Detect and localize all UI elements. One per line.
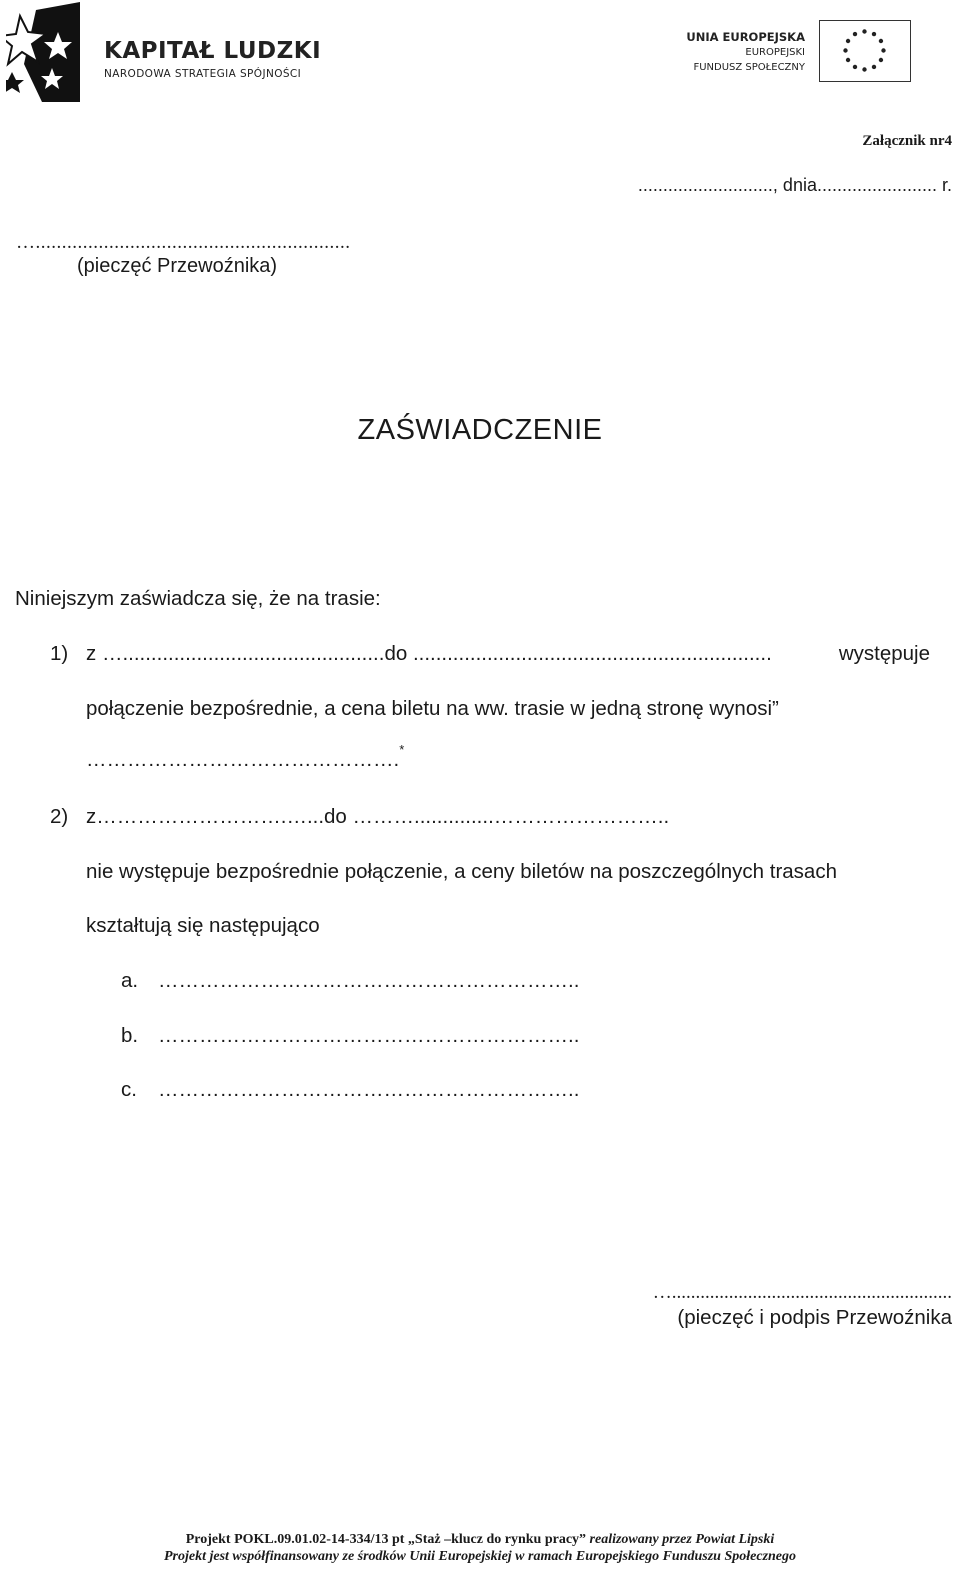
annex-label: Załącznik nr4 xyxy=(862,133,952,149)
kapital-ludzki-logo xyxy=(6,2,336,102)
footer-line-2: Projekt jest współfinansowany ze środków Unii Europejskiej w ramach Europejskiego Funduszu Społecznego xyxy=(163,1549,797,1564)
item-2-number: 2) xyxy=(50,805,69,828)
eu-line-1: UNIA EUROPEJSKA xyxy=(686,30,805,44)
document-title: ZAŚWIADCZENIE xyxy=(357,414,603,446)
kapital-ludzki-star-icon xyxy=(6,2,86,102)
subitem-c-letter: c. xyxy=(121,1078,137,1101)
date-line: ..........................., dnia........................ r. xyxy=(637,175,952,195)
eu-line-2: EUROPEJSKI xyxy=(745,47,805,58)
eu-flag-icon xyxy=(819,20,911,82)
item-1-line-2: połączenie bezpośrednie, a cena biletu na ww. trasie w jedną stronę wynosi” xyxy=(86,697,779,720)
item-2-line-2: nie występuje bezpośrednie połączenie, a ceny biletów na poszczególnych trasach xyxy=(86,860,837,883)
footnote-mark: * xyxy=(399,742,405,757)
logo-title: KAPITAŁ LUDZKI xyxy=(104,38,322,64)
footer-line-1 xyxy=(0,1532,960,1548)
eu-logo xyxy=(670,18,915,88)
intro-text: Niniejszym zaświadcza się, że na trasie: xyxy=(15,587,381,610)
subitem-a-letter: a. xyxy=(121,969,139,992)
item-1-route: z …..............................................do ............................................................... xyxy=(86,642,772,665)
footer-realizer: realizowany przez Powiat Lipski xyxy=(589,1532,775,1547)
item-1-price-dots: ………………………………………. xyxy=(86,748,400,771)
signature-label: (pieczęć i podpis Przewoźnika xyxy=(677,1306,952,1329)
item-1-suffix: występuje xyxy=(838,642,930,665)
eu-logo-text xyxy=(686,30,805,75)
subitem-b-dots: …………………………………………………….. xyxy=(158,1024,580,1047)
stamp-label: (pieczęć Przewoźnika) xyxy=(77,255,278,277)
item-1-line-3 xyxy=(86,742,405,772)
signature-dots: …........................................................... xyxy=(652,1282,952,1303)
subitem-c-dots: …………………………………………………….. xyxy=(158,1078,580,1101)
footer-project: Projekt POKL.09.01.02-14-334/13 pt „Staż –klucz do rynku pracy” xyxy=(185,1532,587,1547)
stamp-dots: …............................................................ xyxy=(16,232,351,253)
logo-subtitle: NARODOWA STRATEGIA SPÓJNOŚCI xyxy=(104,68,302,80)
subitem-a-dots: …………………………………………………….. xyxy=(158,969,580,992)
eu-line-3: FUNDUSZ SPOŁECZNY xyxy=(693,62,805,73)
subitem-b-letter: b. xyxy=(121,1024,139,1047)
item-1-number: 1) xyxy=(50,642,69,665)
item-2-route: z……………………….…...do ………..............…………………….. xyxy=(86,805,670,828)
item-2-line-3: kształtują się następująco xyxy=(86,914,320,937)
